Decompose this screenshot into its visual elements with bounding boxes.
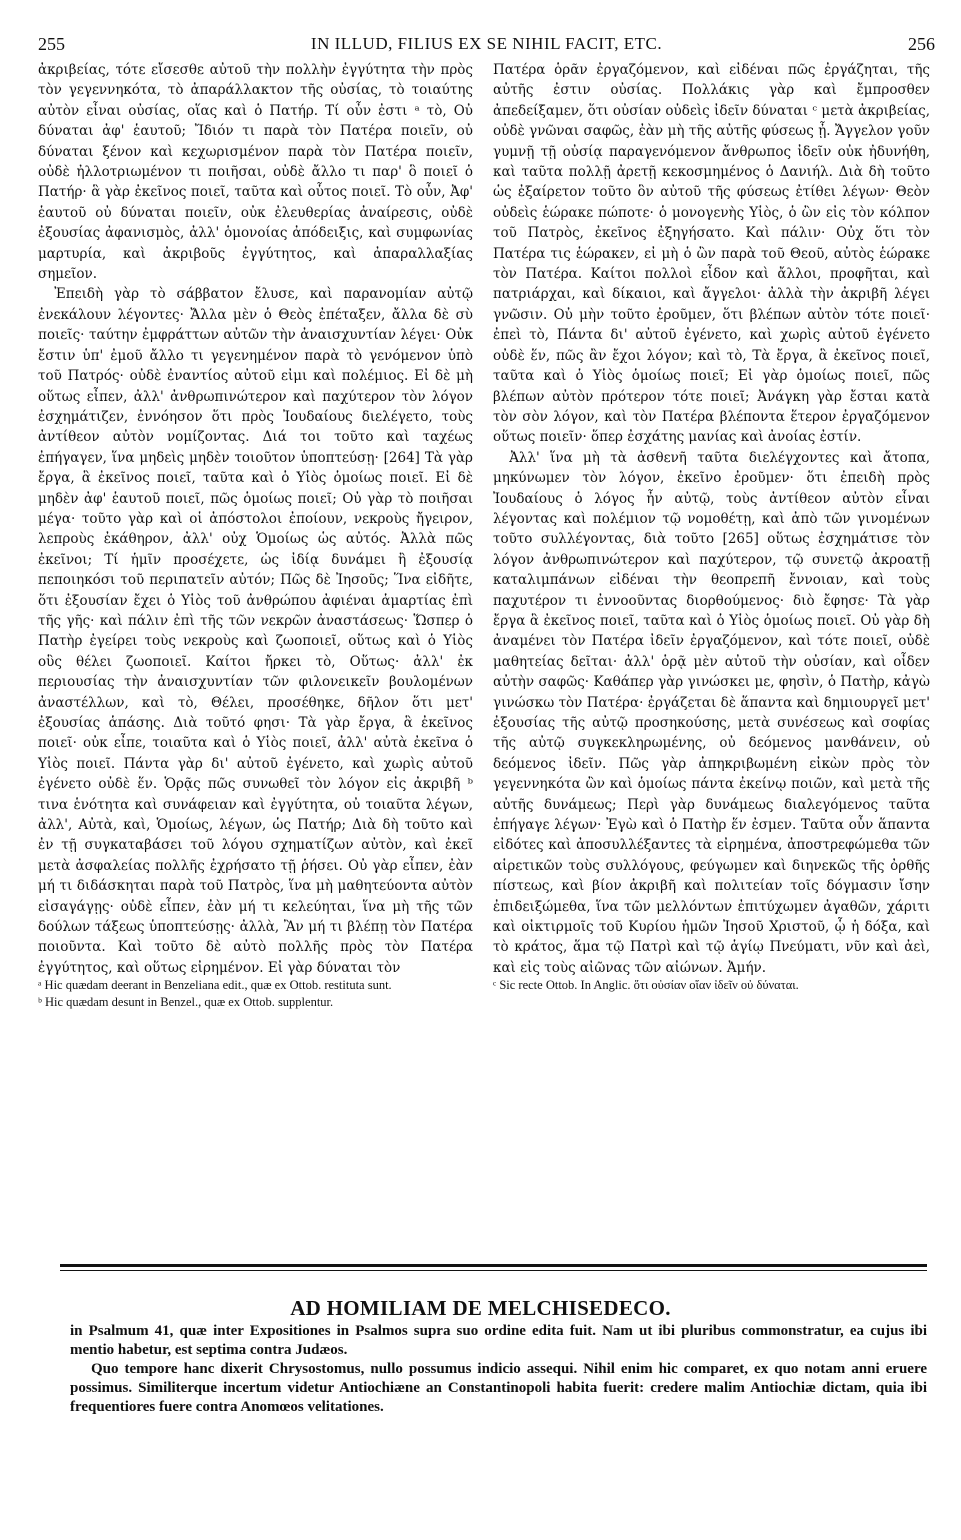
- page-number-right: 256: [908, 34, 935, 54]
- page-number-left: 255: [38, 34, 65, 54]
- left-paragraph-2: Ἐπειδὴ γὰρ τὸ σάββατον ἔλυσε, καὶ παρανομίαν αὐτῷ ἐνεκάλουν λέγοντες· Ἄλλα μὲν ὁ Θεὸς ἐπέταξεν, ἄλλα δὲ σὺ ποιεῖς· ταύτην ἐμφράττων αὐτῶν τὴν ἀναισχυντίαν λέγει· Οὐκ ἔστιν ὑπ' ἐμοῦ ἄλλο τι γεγενημένον παρὰ τὸ γενόμενον ὑπὸ τοῦ Πατρός· οὐδὲ ἐναντίος αὐτοῦ εἰμι καὶ πολέμιος. Εἰ δὲ μὴ οὕτως εἶπεν, ἀλλ' ἀνθρωπινώτερον καὶ παχύτερον τὸν λόγον ἐσχημάτιζεν, ἐννόησον ὅτι πρὸς Ἰουδαίους διελέγετο, τοὺς ἀντίθεον αὐτὸν νομίζοντας. Διά τοι τοῦτο καὶ ταχέως ἐπήγαγεν, ἵνα μηδεὶς μηδὲν τοιοῦτον ὑποπτεύσῃ· [264] Τὰ γὰρ ἔργα, ἃ ἐκεῖνος ποιεῖ, ταῦτα καὶ ὁ Υἱὸς ὁμοίως ποιεῖ. Εἰ δὲ μηδὲν ἀφ' ἑαυτοῦ ποιεῖ, πῶς ὁμοίως ποιεῖ; Οὐ γὰρ τὸ ποιῆσαι μέγα· τοῦτο γὰρ καὶ οἱ ἀπόστολοι ἐποίουν, νεκροὺς ἤγειρον, λεπροὺς ἐκάθηρον, ἀλλ' οὐχ Ὁμοίως ὡς αὐτός. Ἀλλὰ πῶς ἐκεῖνοι; Τί ἡμῖν προσέχετε, ὡς ἰδίᾳ δυνάμει ἢ ἐξουσίᾳ πεποιηκόσι τοῦ περιπατεῖν αὐτόν; Πῶς δὲ Ἰησοῦς; Ἵνα εἰδῆτε, ὅτι ἐξουσίαν ἔχει ὁ Υἱὸς τοῦ ἀνθρώπου ἀφιέναι ἁμαρτίας ἐπὶ τῆς γῆς· καὶ πάλιν ἐπὶ τῆς τῶν νεκρῶν ἀναστάσεως· Ὥσπερ ὁ Πατὴρ ἐγείρει τοὺς νεκροὺς καὶ ζωοποιεῖ, οὕτως καὶ ὁ Υἱὸς οὓς θέλει ζωοποιεῖ. Καίτοι ἤρκει τὸ, Οὕτως· ἀλλ' ἐκ περιουσίας τὴν ἀναισχυντίαν τῶν φιλονεικεῖν βουλομένων ἀναστέλλων, καὶ τὸ, Θέλει, προσέθηκε, δῆλον ὅτι μετ' ἐξουσίας ἁπάσης. Διὰ τοῦτό φησι· Τὰ γὰρ ἔργα, ἃ ἐκεῖνος ποιεῖ· οὐκ εἶπε, τοιαῦτα καὶ ὁ Υἱὸς ποιεῖ, ἀλλ' αὐτὰ ἐκεῖνα ὁ Υἱὸς ποιεῖ. Πάντα γὰρ δι' αὐτοῦ ἐγένετο, καὶ χωρὶς αὐτοῦ ἐγένετο οὐδὲ ἕν. Ὁρᾷς πῶς συνωθεῖ τὸν λόγον εἰς ἀκριβῆ ᵇ τινα ἑνότητα καὶ συνάφειαν καὶ ἐγγύτητα, οὐ τοιαῦτα λέγων, ἀλλ', Αὐτὰ, καὶ, Ὁμοίως, λέγων, ὡς Πατήρ; Διὰ δὴ τοῦτο καὶ ἐν τῇ συγκαταβάσει τοῦ λόγου σχηματίζων αὐτὸν, καὶ ἐκεῖ μετὰ ἀσφαλείας πολλῆς ἐχρήσατο τῇ ῥήσει. Οὐ γὰρ εἶπεν, ἐὰν μή τι διδάσκηται παρὰ τοῦ Πατρὸς, ἵνα μὴ μαθητεύοντα αὐτὸν εἰσαγάγῃς· οὐδὲ εἶπεν, ἐὰν μή τι κελεύηται, ἵνα μὴ τῆς τῶν δούλων τάξεως ὑποπτεύσῃς· ἀλλὰ, Ἂν μή τι βλέπῃ τὸν Πατέρα ποιοῦντα. Καὶ τοῦτο δὲ αὐτὸ πολλῆς πρὸς τὸν Πατέρα ἐγγύτητος, καὶ οὕτως εἰρημένον. Εἰ γὰρ δύναται τὸν: [38, 286, 473, 976]
- running-head: [38, 34, 935, 56]
- section-paragraph-2: Quo tempore hanc dixerit Chrysostomus, nullo possumus indicio assequi. Nihil enim hic comparet, ex quo notam anni eruere possimus. Similiterque incertum videtur Antiochiæne an Constantinopoli habita fuerit: credere malim Antiochiæ dictam, quia ibi frequentiores fuere contra Anomœos velitationes.: [70, 1361, 927, 1415]
- footnote-c: ᶜ Sic recte Ottob. In Anglic. ὅτι οὐσίαν οἵαν ἰδεῖν οὐ δύναται.: [493, 978, 799, 993]
- running-title: IN ILLUD, FILIUS EX SE NIHIL FACIT, ETC.: [310, 34, 663, 53]
- right-paragraph-2: Ἀλλ' ἵνα μὴ τὰ ἀσθενῆ ταῦτα διελέγχοντες καὶ ἄτοπα, μηκύνωμεν τὸν λόγον, ἐκεῖνο ἐροῦμεν· ὅτι ἐπειδὴ πρὸς Ἰουδαίους ὁ λόγος ἦν αὐτῷ, τοὺς ἀντίθεον αὐτὸν εἶναι λέγοντας καὶ πολέμιον τῷ νομοθέτῃ, καὶ ἀπὸ τῶν γινομένων τοῦτο συλλέγοντας, διὰ τοῦτο [265] οὕτως ἐσχημάτισε τὸν λόγον ἀνθρωπινώτερον καὶ παχύτερον, τῷ συνετῷ ἀκροατῇ καταλιμπάνων εἰδέναι τὴν θεοπρεπῆ ἔννοιαν, καὶ τοὺς παχυτέρον τι ἐννοοῦντας διορθούμενος· διὸ ἔφησε· Τὰ γὰρ ἔργα ἃ ἐκεῖνος ποιεῖ, ταῦτα καὶ ὁ Υἱὸς ὁμοίως ποιεῖ. Οὐ γὰρ δὴ ἀναμένει τὸν Πατέρα ἰδεῖν ἐργαζόμενον, καὶ τότε ποιεῖ, οὐδὲ μαθητείας δεῖται· ἀλλ' ὁρᾷ μὲν αὐτοῦ τὴν οὐσίαν, καὶ οἶδεν αὐτὴν σαφῶς· Καθάπερ γὰρ γινώσκει με, φησὶν, ὁ Πατὴρ, κἀγὼ γινώσκω τὸν Πατέρα· ἐργάζεται δὲ ἅπαντα καὶ δημιουργεῖ μετ' ἐξουσίας τῆς αὐτῷ προσηκούσης, μετὰ συνέσεως καὶ σοφίας τῆς αὐτῷ συγκεκληρωμένης, οὐ δεόμενος μανθάνειν, οὐ δεόμενος ἰδεῖν. Πῶς γὰρ ἀπηκριβωμένη εἰκὼν πρὸς τὸν γεγεννηκότα ὢν καὶ ὁμοίως πάντα ἐκείνῳ ποιῶν, καὶ μετὰ τῆς αὐτῆς δυνάμεως; Περὶ γὰρ δυνάμεως διαλεγόμενος ταῦτα ἐπήγαγε λέγων· Ἐγὼ καὶ ὁ Πατὴρ ἕν ἐσμεν. Ταῦτα οὖν ἅπαντα εἰδότες καὶ ἀποσυλλέξαντες τὰ εἰρημένα, ἀποστρεφώμεθα τῶν αἱρετικῶν τοὺς συλλόγους, φεύγωμεν καὶ διηνεκῶς τῆς ὀρθῆς πίστεως, καὶ βίον ἀκριβῆ καὶ πολιτείαν τοῖς δόγμασιν ἴσην ἐπιδειξώμεθα, ἵνα τῶν μελλόντων ἐπιτύχωμεν ἀγαθῶν, χάριτι καὶ οἰκτιρμοῖς τοῦ Κυρίου ἡμῶν Ἰησοῦ Χριστοῦ, ᾧ ἡ δόξα, καὶ τὸ κράτος, ἅμα τῷ Πατρὶ καὶ τῷ ἁγίῳ Πνεύματι, νῦν καὶ ἀεὶ, καὶ εἰς τοὺς αἰῶνας τῶν αἰώνων. Ἀμήν.: [493, 449, 930, 976]
- section-body: [70, 1322, 927, 1417]
- footnote-b: ᵇ Hic quædam desunt in Benzel., quæ ex Ottob. supplentur.: [38, 995, 334, 1010]
- section-divider-thin: [60, 1270, 927, 1271]
- footnote-a: ᵃ Hic quædam deerant in Benzeliana edit., quæ ex Ottob. restituta sunt.: [38, 978, 392, 993]
- section-title: AD HOMILIAM DE MELCHISEDECO.: [290, 1296, 671, 1320]
- right-paragraph-1: Πατέρα ὁρᾶν ἐργαζόμενον, καὶ εἰδέναι πῶς ἐργάζηται, τῆς αὐτῆς ἐστιν οὐσίας. Πολλάκις γὰρ καὶ ἔμπροσθεν ἀπεδείξαμεν, ὅτι οὐσίαν οὐδεὶς ἰδεῖν δύναται ᶜ μετὰ ἀκριβείας, οὐδὲ γνῶναι σαφῶς, ἐὰν μὴ τῆς αὐτῆς φύσεως ᾖ. Ἄγγελον γοῦν γυμνῇ τῇ οὐσίᾳ παραγενόμενον ἄνθρωπος ἰδεῖν οὐκ ἠδυνήθη, καὶ ταῦτα πολλῇ ἀρετῇ κεκοσμημένος ὁ Δανιήλ. Διὰ δὴ τοῦτο ὡς ἐξαίρετον τοῦτο ὃν αὐτοῦ τῆς φύσεως ἐτίθει λέγων· Θεὸν οὐδεὶς ἑώρακε πώποτε· ὁ μονογενὴς Υἱὸς, ὁ ὢν εἰς τὸν κόλπον τοῦ Πατρὸς, ἐκεῖνος ἐξηγήσατο. Καὶ πάλιν· Οὐχ ὅτι τὸν Πατέρα τις ἑώρακεν, εἰ μὴ ὁ ὢν παρὰ τοῦ Θεοῦ, αὐτὸς ἑώρακε τὸν Πατέρα. Καίτοι πολλοὶ εἶδον καὶ ἄλλοι, προφῆται, καὶ πατριάρχαι, καὶ δίκαιοι, καὶ ἄγγελοι· ἀλλὰ τὴν ἀκριβῆ λέγει γνῶσιν. Οὐ μὴν τοῦτο ἐροῦμεν, ὅτι βλέπων αὐτὸν τότε ποιεῖ· ἐπεὶ τὸ, Πάντα δι' αὐτοῦ ἐγένετο, καὶ χωρὶς αὐτοῦ ἐγένετο οὐδὲ ἕν, πῶς ἂν ἔχοι λόγον; καὶ τὸ, Τὰ ἔργα, ἃ ἐκεῖνος ποιεῖ, ταῦτα καὶ ὁ Υἱὸς ὁμοίως ποιεῖ; Εἰ γὰρ ὁμοίως ποιεῖ, πῶς βλέπων αὐτὸν πρότερον τότε ποιεῖ; Ἀνάγκη γὰρ ἔσται κατὰ τὸν σὸν λόγον, καὶ τὸν Πατέρα βλέποντα ἕτερον ἐργαζόμενον οὕτως ποιεῖν· ὅπερ ἐσχάτης μανίας καὶ ἀνοίας ἐστίν.: [493, 62, 930, 446]
- left-paragraph-1: ἀκριβείας, τότε εἴσεσθε αὐτοῦ τὴν πολλὴν ἐγγύτητα τὴν πρὸς τὸν γεγεννηκότα, τὸ ἀπαράλλακτον τῆς οὐσίας, τὸ τοιαύτης αὐτὸν εἶναι οὐσίας, οἵας καὶ ὁ Πατήρ. Τί οὖν ἐστι ᵃ τὸ, Οὐ δύναται ἀφ' ἑαυτοῦ; Ἴδιόν τι παρὰ τὸν Πατέρα ποιεῖν, οὐ δύναται ξένον καὶ κεχωρισμένον παρὰ τὸν Πατέρα ποιεῖν, οὐδὲ ἠλλοτριωμένον τι ποιῆσαι, οὐδὲ ἄλλο τι παρ' ὃ ποιεῖ ὁ Πατήρ· ἃ γὰρ ἐκεῖνος ποιεῖ, ταῦτα καὶ οὗτος ποιεῖ. Τὸ οὖν, Ἀφ' ἑαυτοῦ οὐ δύναται ποιεῖν, οὐκ ἐλευθερίας ἀναίρεσις, οὐδὲ ἐξουσίας ἀφανισμὸς, ἀλλ' ὁμονοίας ἀπόδειξις, καὶ συμφωνίας μαρτυρία, καὶ ἀκριβοῦς ἐγγύτητος, καὶ ἀπαραλλαξίας σημεῖον.: [38, 62, 473, 283]
- section-divider-thick: [60, 1264, 927, 1267]
- section-paragraph-1: in Psalmum 41, quæ inter Expositiones in Psalmos supra suo ordine edita fuit. Nam ut ibi pluribus commonstratur, ea cujus ibi mentio habetur, est septima contra Judæos.: [70, 1323, 927, 1358]
- right-column: [493, 60, 930, 993]
- left-column: [38, 60, 473, 1010]
